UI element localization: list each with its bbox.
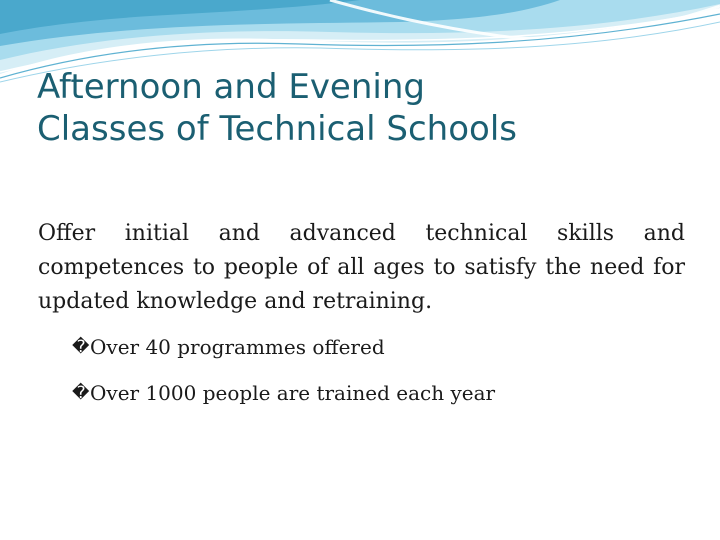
bullet-list — [72, 330, 672, 422]
bullet-item — [72, 330, 672, 376]
slide-title-line-2: Classes of Technical Schools — [37, 109, 517, 149]
slide-body-text: Offer initial and advanced technical skills and competences to people of all ages to satisfy the need for updated knowledge and retraining. — [38, 221, 685, 314]
bullet-text: Over 40 programmes offered — [90, 335, 385, 359]
slide-title — [37, 66, 677, 150]
bullet-text: Over 1000 people are trained each year — [90, 381, 496, 405]
bullet-item — [72, 376, 672, 422]
bullet-glyph-icon: � — [72, 383, 90, 403]
slide-title-line-1: Afternoon and Evening — [37, 67, 425, 107]
bullet-glyph-icon: � — [72, 337, 90, 357]
